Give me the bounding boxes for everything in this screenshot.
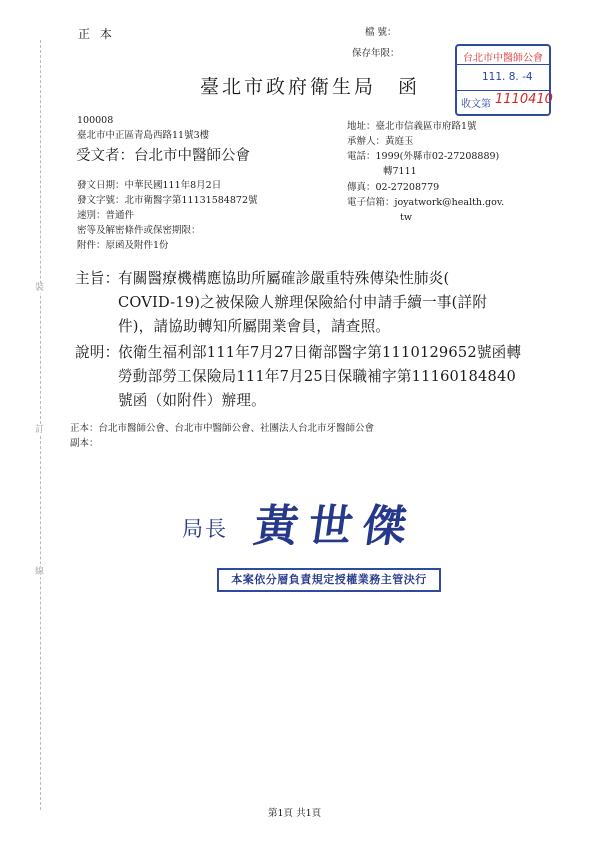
binding-mark-line: 線 [35, 567, 45, 577]
authorization-stamp: 本案依分層負責規定授權業務主管決行 [217, 568, 441, 592]
distribution-main: 正本：台北市醫師公會、台北市中醫師公會、社團法人台北市牙醫師公會 [70, 423, 375, 434]
page-footer: 第1頁 共1頁 [268, 808, 322, 819]
contact-handler: 承辦人：黃庭玉 [347, 136, 414, 147]
subject-line-1: 有關醫療機構應協助所屬確診嚴重特殊傳染性肺炎( [118, 270, 450, 287]
speed-class: 速別：普通件 [77, 210, 135, 221]
signature-name: 黃世傑 [250, 501, 420, 552]
explanation-line-1: 依衛生福利部111年7月27日衛部醫字第1110129652號函轉 [118, 344, 522, 361]
stamp-receipt-label: 收文第 [461, 99, 491, 110]
stamp-receipt-number: 1110410 [495, 92, 553, 107]
explanation-label: 說明： [75, 344, 120, 361]
contact-phone: 電話：1999(外縣市02-27208889) [347, 151, 500, 162]
secrecy-level: 密等及解密條件或保密期限： [77, 225, 201, 236]
recipient-line [76, 146, 250, 166]
subject-line-3: 件)，請協助轉知所屬開業會員，請查照。 [118, 318, 391, 335]
contact-phone-ext: 轉7111 [383, 166, 417, 177]
contact-email-cont: tw [400, 212, 412, 223]
document-title: 臺北市政府衛生局 函 [200, 76, 421, 98]
copy-type-label: 正 本 [78, 27, 115, 41]
file-number-label: 檔 號： [365, 27, 397, 38]
issue-date: 發文日期：中華民國111年8月2日 [77, 180, 222, 191]
contact-address: 地址：臺北市信義區市府路1號 [347, 121, 477, 132]
binding-mark-staple: 訂 [35, 425, 45, 435]
attachments: 附件：原函及附件1份 [77, 240, 169, 251]
retention-label: 保存年限： [352, 48, 400, 59]
contact-email: 電子信箱：joyatwork@health.gov. [347, 197, 505, 208]
signature-title: 局長 [182, 517, 228, 541]
sender-address: 臺北市中正區青島西路11號3樓 [77, 130, 210, 141]
binding-mark-bind: 裝 [35, 283, 45, 293]
issue-ref-number: 發文字號：北市衛醫字第11131584872號 [77, 195, 258, 206]
receipt-stamp [455, 44, 551, 116]
stamp-org: 台北市中醫師公會 [463, 53, 543, 64]
recipient-name: 台北市中醫師公會 [134, 148, 250, 164]
distribution-copy: 副本： [70, 438, 99, 449]
contact-fax: 傳真：02-27208779 [347, 182, 440, 193]
postal-code: 100008 [77, 115, 114, 126]
subject-label: 主旨： [75, 270, 120, 287]
recipient-label: 受文者： [76, 148, 134, 164]
stamp-date: 111. 8. -4 [482, 71, 533, 83]
explanation-line-2: 勞動部勞工保險局111年7月25日保職補字第11160184840 [118, 368, 516, 385]
explanation-line-3: 號函（如附件）辦理。 [118, 392, 266, 409]
subject-line-2: COVID-19)之被保險人辦理保險給付申請手續一事(詳附 [118, 294, 488, 311]
